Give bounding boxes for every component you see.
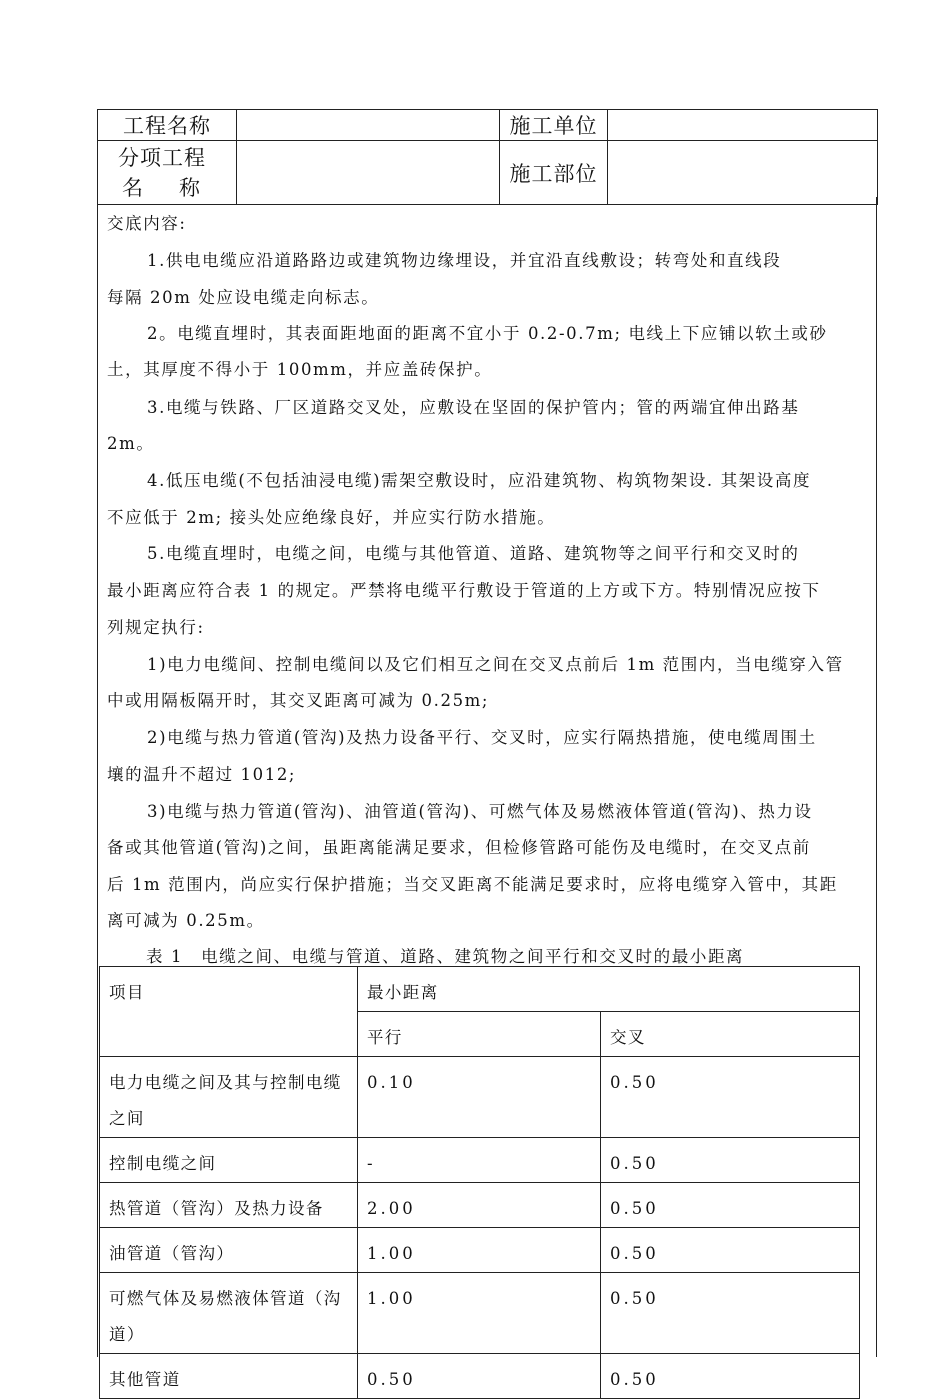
contractor-value [608, 110, 878, 141]
clause-line: 备或其他管道(管沟)之间，虽距离能满足要求，但检修管路可能伤及电缆时，在交叉点前 [107, 838, 811, 857]
clause-line: 1.供电电缆应沿道路路边或建筑物边缘埋设，并宜沿直线敷设；转弯处和直线段 [147, 251, 782, 270]
location-value [608, 141, 878, 205]
clause-line: 2。电缆直埋时，其表面距地面的距离不宜小于 0.2-0.7m; 电线上下应铺以软土或砂 [147, 324, 828, 343]
row-item: 其他管道 [100, 1354, 358, 1399]
row-item: 油管道（管沟） [100, 1228, 358, 1273]
row-cross: 0.50 [601, 1354, 860, 1399]
clause-line: 3.电缆与铁路、厂区道路交叉处，应敷设在坚固的保护管内；管的两端宜伸出路基 [147, 398, 800, 417]
col-header-cross: 交叉 [601, 1012, 860, 1057]
clause-line: 列规定执行: [107, 618, 205, 637]
row-parallel: 1.00 [358, 1273, 601, 1354]
clause-line: 5.电缆直埋时，电缆之间，电缆与其他管道、道路、建筑物等之间平行和交叉时的 [147, 544, 800, 563]
clause-line: 2m。 [107, 434, 155, 453]
project-name-value [237, 110, 500, 141]
clause-line: 3)电缆与热力管道(管沟)、油管道(管沟)、可燃气体及易燃液体管道(管沟)、热力设 [147, 802, 813, 821]
clause-line: 中或用隔板隔开时，其交叉距离可减为 0.25m; [107, 691, 490, 710]
col-header-min-distance: 最小距离 [358, 967, 860, 1012]
table-row [100, 1273, 860, 1354]
clause-line: 土，其厚度不得小于 100mm，并应盖砖保护。 [107, 360, 493, 379]
clause-line: 壤的温升不超过 1012; [107, 765, 297, 784]
row-item: 热管道（管沟）及热力设备 [100, 1183, 358, 1228]
project-name-label: 工程名称 [98, 110, 237, 141]
table-row [100, 1138, 860, 1183]
intro-heading: 交底内容: [107, 214, 187, 233]
min-distance-table [99, 966, 860, 1399]
col-header-parallel: 平行 [358, 1012, 601, 1057]
table-row [100, 1183, 860, 1228]
clause-line: 2)电缆与热力管道(管沟)及热力设备平行、交叉时，应实行隔热措施，使电缆周围土 [147, 728, 817, 747]
contractor-label: 施工单位 [500, 110, 608, 141]
row-parallel: 1.00 [358, 1228, 601, 1273]
sub-project-label-line1: 分项工程 [118, 145, 206, 170]
table-row [100, 1228, 860, 1273]
row-item: 电力电缆之间及其与控制电缆之间 [100, 1057, 358, 1138]
row-parallel: 0.10 [358, 1057, 601, 1138]
sub-project-label-line2: 名称 [122, 175, 236, 200]
clause-line: 后 1m 范围内，尚应实行保护措施；当交叉距离不能满足要求时，应将电缆穿入管中，其距 [107, 875, 838, 894]
clause-line: 4.低压电缆(不包括油浸电缆)需架空敷设时，应沿建筑物、构筑物架设. 其架设高度 [147, 471, 812, 490]
row-parallel: - [358, 1138, 601, 1183]
clause-line: 不应低于 2m; 接头处应绝缘良好，并应实行防水措施。 [107, 508, 556, 527]
row-cross: 0.50 [601, 1273, 860, 1354]
clause-line: 1)电力电缆间、控制电缆间以及它们相互之间在交叉点前后 1m 范围内，当电缆穿入管 [147, 655, 844, 674]
row-cross: 0.50 [601, 1183, 860, 1228]
row-cross: 0.50 [601, 1138, 860, 1183]
table-caption: 表 1 电缆之间、电缆与管道、道路、建筑物之间平行和交叉时的最小距离 [146, 947, 745, 966]
table-row [100, 1057, 860, 1138]
clause-line: 离可减为 0.25m。 [107, 911, 265, 930]
sub-project-label [98, 141, 237, 205]
row-cross: 0.50 [601, 1228, 860, 1273]
row-parallel: 2.00 [358, 1183, 601, 1228]
clause-line: 最小距离应符合表 1 的规定。严禁将电缆平行敷设于管道的上方或下方。特别情况应按下 [107, 581, 821, 600]
row-cross: 0.50 [601, 1057, 860, 1138]
row-item: 控制电缆之间 [100, 1138, 358, 1183]
sub-project-value [237, 141, 500, 205]
col-header-item: 项目 [100, 967, 358, 1057]
location-label: 施工部位 [500, 141, 608, 205]
row-parallel: 0.50 [358, 1354, 601, 1399]
header-table [97, 109, 878, 205]
clause-line: 每隔 20m 处应设电缆走向标志。 [107, 288, 380, 307]
table-row [100, 1354, 860, 1399]
row-item: 可燃气体及易燃液体管道（沟道） [100, 1273, 358, 1354]
